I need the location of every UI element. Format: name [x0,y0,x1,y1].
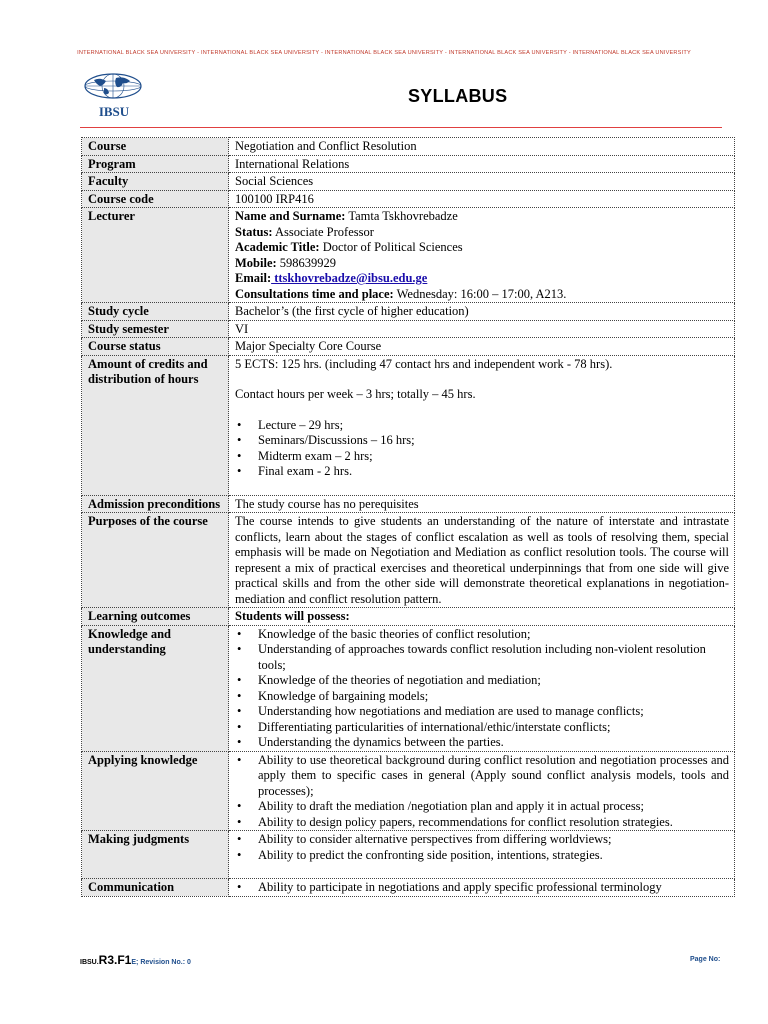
course-label: Course [82,138,229,156]
list-item [237,814,729,831]
mobile-value: 598639929 [276,255,337,270]
study-cycle-label: Study cycle [82,303,229,321]
knowledge-list [235,627,729,751]
applying-list [235,753,729,831]
table-row [82,208,735,303]
faculty-value: Social Sciences [229,173,735,191]
table-row [82,495,735,513]
list-item-text: Knowledge of bargaining models; [258,688,429,703]
footer-prefix: IBSU. [80,959,99,966]
list-item-text: Ability to consider alternative perspectives from differing worldviews; [258,832,612,846]
bullet-icon: • [237,880,242,894]
bullet-icon: • [237,688,242,703]
list-item-text: Lecture – 29 hrs; [258,417,344,432]
list-item-text: Ability to design policy papers, recommendations for conflict resolution strategies. [258,814,673,829]
list-item [237,417,729,434]
bullet-icon: • [237,719,242,734]
list-item-text: Understanding of approaches towards conflict resolution including non-violent resolution tools; [258,642,706,672]
bullet-icon: • [237,673,242,687]
document-code [80,953,191,967]
table-row [82,625,735,751]
list-item [237,880,729,896]
list-item [237,673,729,689]
mobile-label: Mobile: [235,255,277,270]
applying-details [229,751,735,831]
name-label: Name and Surname: [235,209,346,223]
list-item [237,832,729,848]
list-item [237,433,729,449]
list-item-text: Seminars/Discussions – 16 hrs; [258,433,415,447]
list-item-text: Understanding the dynamics between the parties. [258,735,504,749]
lecturer-status [235,225,729,241]
table-row [82,879,735,897]
form-code-suffix: E; [131,959,141,966]
lecturer-name [235,209,729,225]
email-link[interactable]: ttskhovrebadze@ibsu.edu.ge [271,271,428,285]
email-label: Email: [235,271,272,285]
judgments-list [235,832,729,863]
list-item [237,688,729,705]
logo-text: IBSU [98,104,130,119]
lecturer-consultations [235,287,729,303]
lecturer-email [235,271,729,287]
hours-list [235,418,729,480]
table-row [82,303,735,321]
admission-label: Admission preconditions [82,495,229,513]
program-value: International Relations [229,155,735,173]
table-row [82,138,735,156]
list-item [237,464,729,480]
credits-label: Amount of credits and distribution of hours [82,355,229,495]
study-semester-value: VI [229,320,735,338]
list-item-text: Ability to draft the mediation /negotiation plan and apply it in actual process; [258,799,645,813]
bullet-icon: • [237,626,242,641]
communication-label: Communication [82,879,229,897]
status-value: Associate Professor [272,224,374,239]
table-row [82,608,735,626]
list-item-text: Final exam - 2 hrs. [258,464,353,478]
learning-outcomes-value: Students will possess: [229,608,735,626]
applying-label: Applying knowledge [82,751,229,831]
name-value: Tamta Tskhovrebadze [345,209,458,223]
lecturer-details [229,208,735,303]
bullet-icon: • [237,799,242,813]
course-status-label: Course status [82,338,229,356]
course-status-value: Major Specialty Core Course [229,338,735,356]
purposes-value: The course intends to give students an understanding of the nature of interstate and intrastate conflicts, learn about the stages of conflict escalation as well as tools of resolving them, special emphasis will be made on Negotiation and Mediation as conflict resolution tools. The course will represent a mix of practical exercises and theoretical underpinnings that from one side will give practical skills and from the other side will demonstrate theoretical explanations in negotiation-mediation and conflict resolution pattern. [229,513,735,608]
list-item [237,752,729,800]
bullet-icon: • [237,642,242,656]
university-banner: INTERNATIONAL BLACK SEA UNIVERSITY - INTERNATIONAL BLACK SEA UNIVERSITY - INTERNATIONAL BLACK SEA UNIVERSITY - INTERNATIONAL BLACK SEA UNIVERSITY - INTERNATIONAL BLACK SEA UNIVERSITY [77,50,691,56]
list-item-text: Knowledge of the theories of negotiation and mediation; [258,673,541,687]
list-item-text: Understanding how negotiations and mediation are used to manage conflicts; [258,704,644,718]
list-item [237,735,729,751]
knowledge-label: Knowledge and understanding [82,625,229,751]
bullet-icon: • [237,735,242,749]
list-item [237,626,729,643]
purposes-label: Purposes of the course [82,513,229,608]
credits-details [229,355,735,495]
table-row [82,190,735,208]
credits-line-1: 5 ECTS: 125 hrs. (including 47 contact hrs and independent work - 78 hrs). [235,356,613,371]
list-item [237,719,729,736]
consultations-value: Wednesday: 16:00 – 17:00, A213. [393,286,567,301]
judgments-label: Making judgments [82,831,229,879]
list-item [237,847,729,864]
list-item-text: Differentiating particularities of international/ethic/interstate conflicts; [258,719,611,734]
list-item-text: Knowledge of the basic theories of conflict resolution; [258,626,531,641]
page-number: Page No: [690,956,721,963]
lecturer-academic-title [235,240,729,256]
table-row [82,751,735,831]
study-semester-label: Study semester [82,320,229,338]
list-item-text: Midterm exam – 2 hrs; [258,448,373,463]
bullet-icon: • [237,448,242,463]
table-row [82,513,735,608]
bullet-icon: • [237,417,242,432]
revision-number: Revision No.: 0 [140,959,191,966]
list-item [237,642,729,673]
table-row [82,320,735,338]
credits-line-2: Contact hours per week – 3 hrs; totally – 45 hrs. [235,387,476,401]
communication-details [229,879,735,897]
table-row [82,338,735,356]
lecturer-mobile [235,256,729,272]
consultations-label: Consultations time and place: [235,286,394,301]
syllabus-table [81,137,735,897]
table-row [82,173,735,191]
bullet-icon: • [237,433,242,447]
table-row [82,831,735,879]
bullet-icon: • [237,464,242,478]
bullet-icon: • [237,847,242,862]
bullet-icon: • [237,704,242,718]
academic-title-value: Doctor of Political Sciences [319,240,463,254]
list-item-text: Ability to participate in negotiations and apply specific professional terminology [258,880,662,894]
list-item-text: Ability to predict the confronting side position, intentions, strategies. [258,847,603,862]
program-label: Program [82,155,229,173]
list-item [237,799,729,815]
page-title: SYLLABUS [408,86,508,106]
list-item-text: Ability to use theoretical background during conflict resolution and negotiation processes and apply them to specific cases in general (Apply sound conflict analysis models, tools and processes); [258,752,729,798]
learning-outcomes-label: Learning outcomes [82,608,229,626]
course-code-value: 100100 IRP416 [229,190,735,208]
lecturer-label: Lecturer [82,208,229,303]
list-item [237,704,729,720]
bullet-icon: • [237,832,242,846]
status-label: Status: [235,224,273,239]
form-code: R3.F1 [98,953,132,967]
list-item [237,448,729,465]
judgments-details [229,831,735,879]
communication-list [235,880,729,896]
table-row [82,355,735,495]
header-divider [80,127,722,128]
admission-value: The study course has no perequisites [229,495,735,513]
study-cycle-value: Bachelor’s (the first cycle of higher education) [229,303,735,321]
course-code-label: Course code [82,190,229,208]
bullet-icon: • [237,814,242,829]
faculty-label: Faculty [82,173,229,191]
course-value: Negotiation and Conflict Resolution [229,138,735,156]
bullet-icon: • [237,752,242,767]
table-row [82,155,735,173]
knowledge-details [229,625,735,751]
academic-title-label: Academic Title: [235,240,320,254]
